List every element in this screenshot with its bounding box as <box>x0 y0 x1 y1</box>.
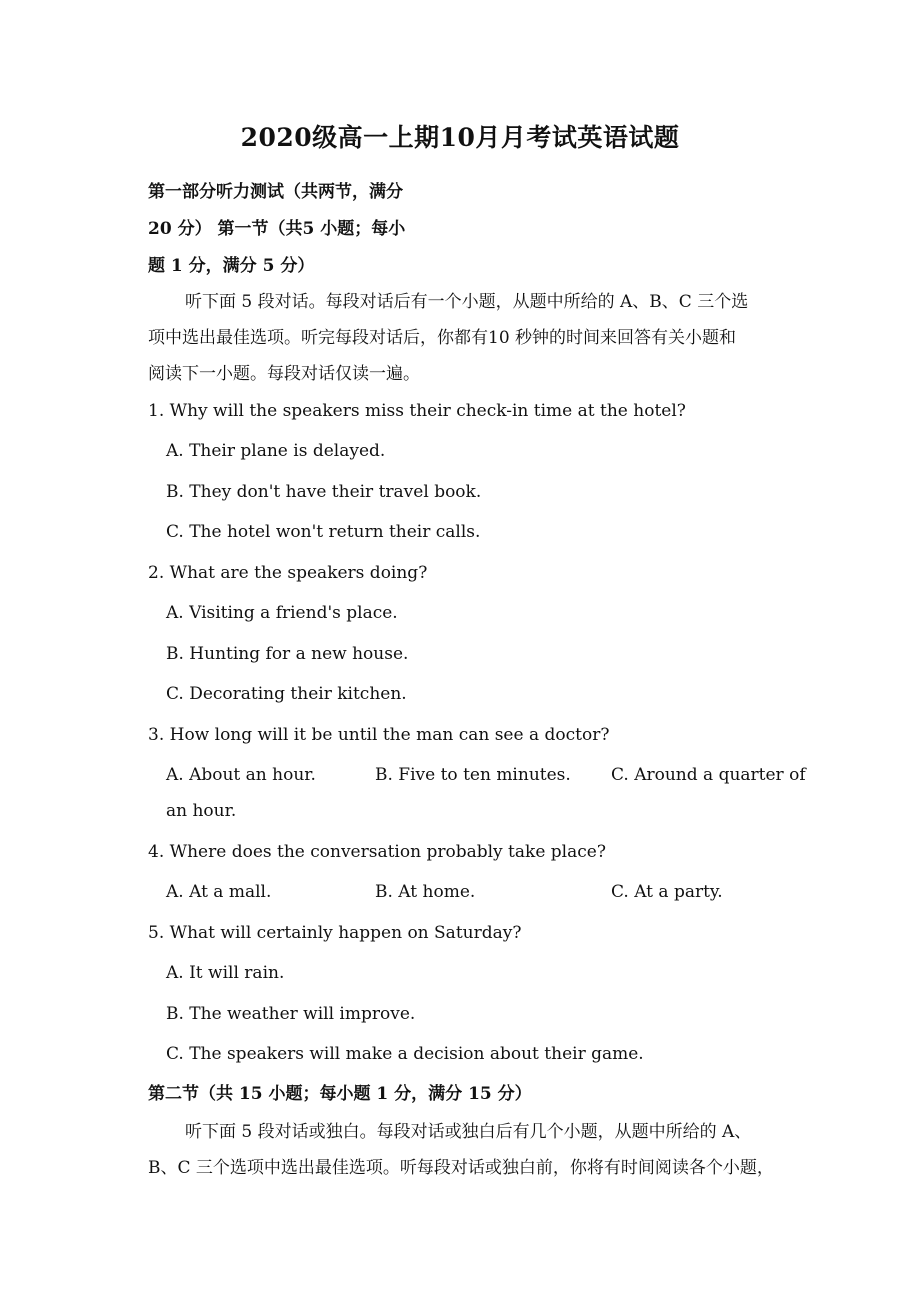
part1-heading-line-1: 第一部分听力测试（共两节，满分 <box>148 182 403 202</box>
question-1-option-c: C. The hotel won't return their calls. <box>166 522 481 542</box>
question-1: 1. Why will the speakers miss their check-in time at the hotel? <box>148 401 686 421</box>
question-5-option-c: C. The speakers will make a decision about their game. <box>166 1044 644 1064</box>
question-3-option-b: B. Five to ten minutes. <box>375 765 571 785</box>
page-title: 2020级高一上期10月月考试英语试题 <box>240 123 680 152</box>
question-5-option-b: B. The weather will improve. <box>166 1004 416 1024</box>
question-3: 3. How long will it be until the man can see a doctor? <box>148 725 610 745</box>
question-5-option-a: A. It will rain. <box>166 963 285 983</box>
part2-instructions-line-1: 听下面 5 段对话或独白。每段对话或独白后有几个小题，从题中所给的 A、 <box>185 1122 752 1142</box>
question-4: 4. Where does the conversation probably take place? <box>148 842 606 862</box>
question-4-option-c: C. At a party. <box>611 882 723 902</box>
part1-instructions-line-2: 项中选出最佳选项。听完每段对话后，你都有10 秒钟的时间来回答有关小题和 <box>148 328 737 348</box>
question-4-option-a: A. At a mall. <box>166 882 272 902</box>
part1-heading-line-2: 20 分） 第一节（共5 小题；每小 <box>148 219 406 239</box>
question-3-option-c: C. Around a quarter of <box>611 765 806 785</box>
question-1-option-b: B. They don't have their travel book. <box>166 482 482 502</box>
part1-instructions-line-3: 阅读下一小题。每段对话仅读一遍。 <box>148 364 420 384</box>
part2-instructions-line-2: B、C 三个选项中选出最佳选项。听每段对话或独白前，你将有时间阅读各个小题， <box>148 1158 774 1178</box>
question-3-option-c-wrap: an hour. <box>166 801 237 821</box>
part1-instructions-line-1: 听下面 5 段对话。每段对话后有一个小题，从题中所给的 A、B、C 三个选 <box>185 292 749 312</box>
question-5: 5. What will certainly happen on Saturday? <box>148 923 522 943</box>
question-2: 2. What are the speakers doing? <box>148 563 428 583</box>
question-2-option-c: C. Decorating their kitchen. <box>166 684 407 704</box>
question-4-option-b: B. At home. <box>375 882 476 902</box>
part1-heading-line-3: 题 1 分，满分 5 分） <box>148 256 315 276</box>
part2-heading: 第二节（共 15 小题；每小题 1 分，满分 15 分） <box>148 1084 532 1104</box>
question-2-option-b: B. Hunting for a new house. <box>166 644 409 664</box>
question-1-option-a: A. Their plane is delayed. <box>166 441 386 461</box>
question-3-option-a: A. About an hour. <box>166 765 316 785</box>
question-2-option-a: A. Visiting a friend's place. <box>166 603 398 623</box>
